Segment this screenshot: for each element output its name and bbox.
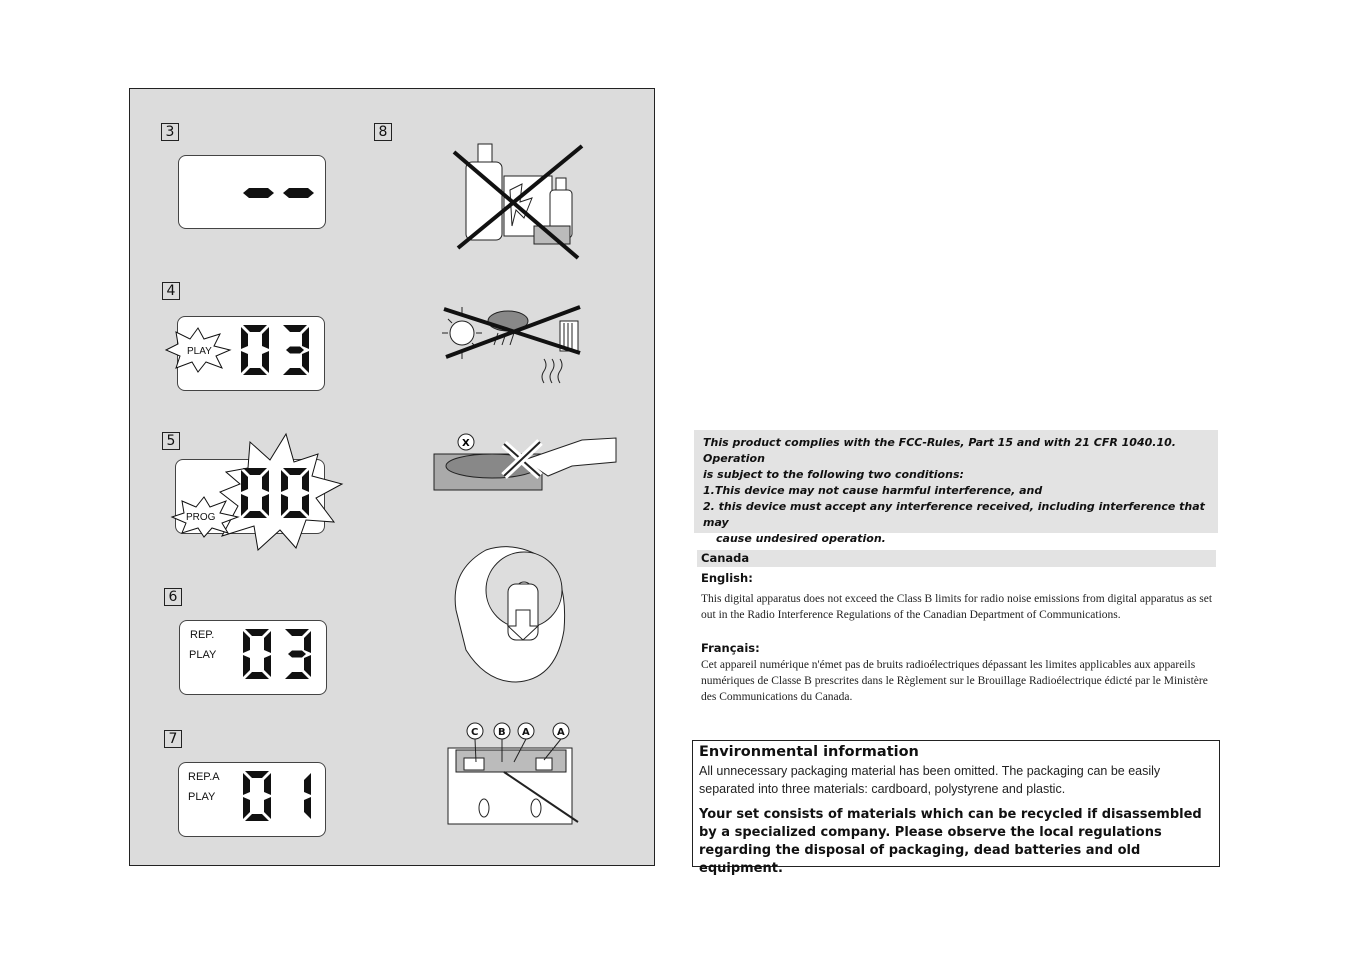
no-chemicals-illustration	[450, 140, 586, 262]
segment-g	[288, 651, 306, 658]
segment-b	[302, 327, 309, 349]
environment-title: Environmental information	[699, 744, 919, 760]
dash-segments	[179, 156, 325, 228]
label-a: A	[522, 727, 530, 738]
disc-lens-illustration	[432, 432, 618, 492]
lens-parts-illustration	[444, 722, 582, 826]
fcc-text	[703, 435, 1208, 547]
segment-a	[245, 771, 269, 778]
seven-segment-digits	[238, 323, 316, 380]
step-5-box: 5	[162, 432, 180, 450]
fcc-line-5: cause undesired operation.	[716, 532, 886, 545]
display-4-digits	[238, 323, 316, 380]
english-label: English:	[701, 571, 753, 585]
segment-e	[281, 494, 288, 516]
segment-d	[245, 814, 269, 821]
segment-a	[283, 325, 307, 332]
segment-b	[262, 470, 269, 492]
play-flash-icon	[164, 326, 234, 372]
fcc-compliance-box	[694, 430, 1218, 545]
segment-c	[302, 494, 309, 516]
segment-c	[264, 797, 271, 819]
step-4-box: 4	[162, 282, 180, 300]
seven-segment-digits	[240, 769, 318, 826]
segment-e	[241, 494, 248, 516]
segment-d	[283, 368, 307, 375]
segment-c	[262, 351, 269, 373]
segment-d	[285, 672, 309, 679]
segment-a	[283, 468, 307, 475]
seven-segment-digits	[238, 466, 316, 523]
segment-f	[243, 773, 250, 795]
no-heat-moisture-illustration	[440, 303, 588, 383]
step-6-box: 6	[164, 588, 182, 606]
segment-f	[243, 631, 250, 653]
segment-f	[241, 327, 248, 349]
segment-f	[281, 470, 288, 492]
segment-b	[304, 631, 311, 653]
segment-a	[243, 325, 267, 332]
canada-heading-bar	[697, 550, 1216, 567]
seven-segment-digits	[240, 627, 318, 684]
segment-b	[304, 773, 311, 795]
label-c: C	[471, 727, 479, 738]
segment-f	[241, 470, 248, 492]
segment-e	[243, 655, 250, 677]
segment-d	[245, 672, 269, 679]
canada-heading: Canada	[701, 551, 750, 565]
segment-c	[304, 655, 311, 677]
rep-indicator: REP.	[190, 629, 215, 641]
segment-a	[245, 629, 269, 636]
segment-b	[262, 327, 269, 349]
display-7-digits	[240, 769, 318, 826]
environment-recycle-note: Your set consists of materials which can be recycled if disassembled by a specialized company. Please observe the local regulations regarding the disposal of packaging, dead batteries and old equipment.	[699, 807, 1202, 876]
french-label: Français:	[701, 641, 760, 655]
segment-c	[264, 655, 271, 677]
segment-g	[286, 347, 304, 354]
segment-d	[283, 511, 307, 518]
play-indicator: PLAY	[188, 791, 216, 803]
label-b: B	[498, 727, 506, 738]
display-step-3	[178, 155, 326, 229]
label-a-second: A	[557, 727, 565, 738]
segment-a	[243, 468, 267, 475]
fcc-line-4: 2. this device must accept any interference received, including interference that may	[703, 500, 1205, 529]
segment-c	[262, 494, 269, 516]
play-flash-label: PLAY	[187, 346, 212, 357]
display-6-digits	[240, 627, 318, 684]
segment-e	[241, 351, 248, 373]
segment-b	[264, 773, 271, 795]
environment-body: All unnecessary packaging material has been omitted. The packaging can be easily separated into three materials: cardboard, polystyrene and plastic.	[699, 764, 1161, 796]
step-8-box: 8	[374, 123, 392, 141]
segment-b	[302, 470, 309, 492]
environmental-info-box	[692, 740, 1220, 876]
segment-d	[243, 511, 267, 518]
fcc-line-3: 1.This device may not cause harmful interference, and	[703, 484, 1043, 497]
segment-c	[302, 351, 309, 373]
step-7-box: 7	[164, 730, 182, 748]
segment-b	[264, 631, 271, 653]
segment-d	[243, 368, 267, 375]
display-5-digits	[238, 466, 316, 523]
prog-flash-icon	[170, 495, 242, 537]
fcc-line-2: is subject to the following two conditions:	[703, 468, 964, 481]
rep-a-indicator: REP.A	[188, 771, 220, 783]
segment-a	[285, 629, 309, 636]
segment-e	[243, 797, 250, 819]
prog-flash-label: PROG	[186, 512, 216, 523]
wipe-disc-illustration	[446, 540, 572, 686]
play-indicator: PLAY	[189, 649, 217, 661]
x-mark-label: X	[462, 438, 470, 449]
english-text: This digital apparatus does not exceed the Class B limits for radio noise emissions from digital apparatus as set out in the Radio Interference Regulations of the Canadian Department of Communications.	[701, 593, 1213, 621]
segment-c	[304, 797, 311, 819]
fcc-line-1: This product complies with the FCC-Rules, Part 15 and with 21 CFR 1040.10. Operation	[703, 436, 1176, 465]
step-3-box: 3	[161, 123, 179, 141]
french-text: Cet appareil numérique n'émet pas de bruits radioélectriques dépassant les limites applicables aux appareils numériques de Classe B prescrites dans le Règlement sur le Brouillage Radioélectrique édicté par le Ministère des Communications du Canada.	[701, 659, 1208, 703]
